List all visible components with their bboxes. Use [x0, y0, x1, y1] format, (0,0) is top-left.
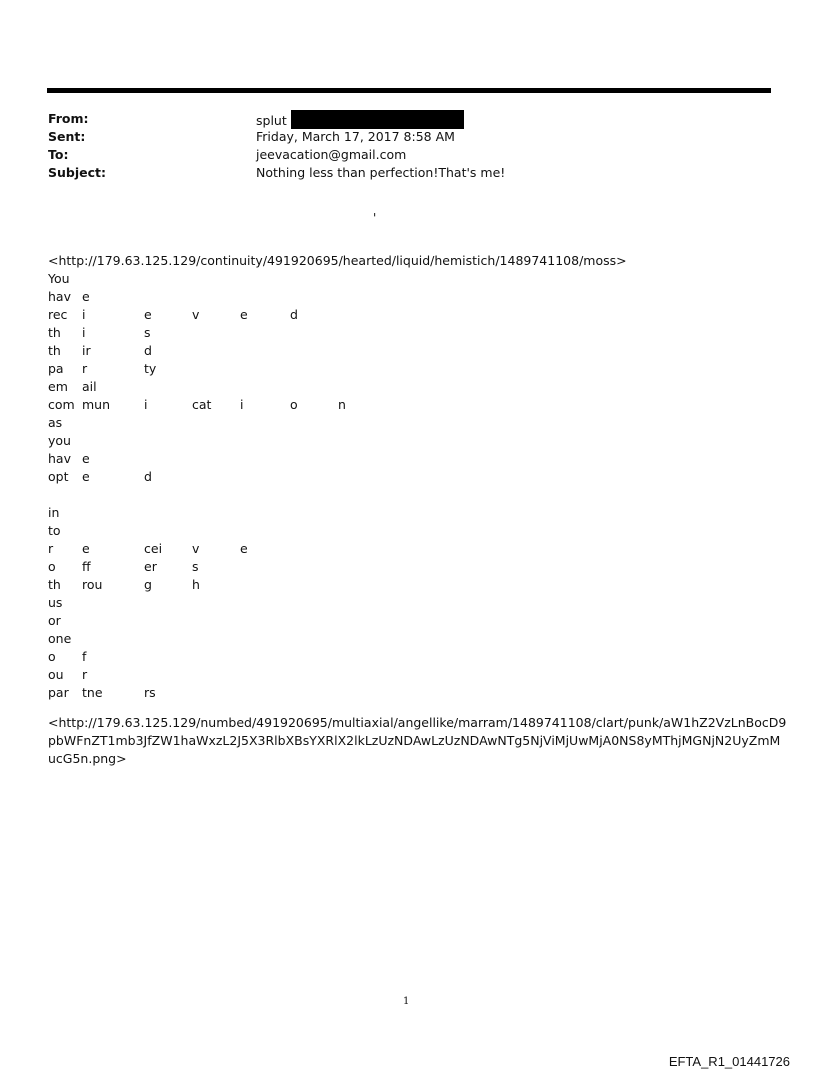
fragment-cell: tne	[82, 685, 103, 700]
fragment-cell: th	[48, 343, 61, 358]
fragment-cell: or	[48, 613, 61, 628]
fragment-cell: mun	[82, 397, 111, 412]
fragment-cell: d	[290, 307, 298, 322]
sent-row	[48, 128, 505, 146]
fragment-cell: d	[144, 343, 152, 358]
page-number: 1	[403, 996, 410, 1007]
fragment-cell: s	[192, 559, 199, 574]
bates-number: EFTA_R1_01441726	[668, 1054, 790, 1069]
fragment-cell: cei	[144, 541, 163, 556]
subject-value: Nothing less than perfection!That's me!	[256, 165, 506, 180]
fragment-cell: th	[48, 325, 61, 340]
fragment-cell: e	[82, 289, 90, 304]
fragment-cell: r	[82, 361, 88, 376]
from-value	[256, 110, 464, 128]
fragment-cell: as	[48, 415, 63, 430]
fragment-cell: ir	[82, 343, 91, 358]
fragment-cell: opt	[48, 469, 69, 484]
fragment-cell: r	[82, 667, 88, 682]
fragment-cell: one	[48, 631, 72, 646]
fragment-cell: o	[48, 559, 56, 574]
fragment-cell: rec	[48, 307, 68, 322]
fragment-cell: er	[144, 559, 157, 574]
fragment-cell: s	[144, 325, 151, 340]
to-value: jeevacation@gmail.com	[256, 147, 407, 162]
image-link-url	[48, 714, 787, 768]
fragment-cell: in	[48, 505, 60, 520]
fragment-cell: o	[48, 649, 56, 664]
fragment-cell: you	[48, 433, 71, 448]
fragment-cell: ail	[82, 379, 97, 394]
fragment-cell: par	[48, 685, 69, 700]
fragment-cell: com	[48, 397, 75, 412]
fragment-cell: d	[144, 469, 152, 484]
fragment-cell: i	[240, 397, 244, 412]
fragment-cell: ff	[82, 559, 91, 574]
fragment-cell: th	[48, 577, 61, 592]
image-url-line: <http://179.63.125.129/numbed/491920695/multiaxial/angellike/marram/1489741108/clart/punk/aW1hZ2VzLnBocD9	[48, 715, 787, 730]
to-label: To:	[48, 147, 69, 162]
fragment-cell: g	[144, 577, 152, 592]
fragment-cell: r	[48, 541, 54, 556]
fragment-cell: em	[48, 379, 68, 394]
fragment-cell: ty	[144, 361, 157, 376]
fragment-cell: e	[82, 541, 90, 556]
image-url-line: ucG5n.png>	[48, 751, 127, 766]
fragment-cell: hav	[48, 289, 71, 304]
fragment-cell: o	[290, 397, 298, 412]
fragment-cell: i	[144, 397, 148, 412]
fragment-cell: i	[82, 325, 86, 340]
image-url-line: pbWFnZT1mb3JfZW1haWxzL2J5X3RlbXBsYXRlX2lkLzUzNDAwLzUzNDAwNTg5NjViMjUwMjA0NS8yMThjMGNjN2UyZmM	[48, 733, 781, 748]
fragment-cell: rou	[82, 577, 103, 592]
fragment-cell: us	[48, 595, 63, 610]
to-row	[48, 146, 505, 164]
fragment-cell: v	[192, 307, 200, 322]
stray-mark: '	[373, 211, 377, 225]
fragment-cell: e	[240, 307, 248, 322]
fragment-cell: e	[82, 469, 90, 484]
body-link-url: <http://179.63.125.129/continuity/491920695/hearted/liquid/hemistich/1489741108/moss>	[48, 253, 627, 268]
fragment-cell: e	[240, 541, 248, 556]
fragment-cell: n	[338, 397, 346, 412]
header-divider	[47, 88, 771, 93]
fragment-cell: hav	[48, 451, 71, 466]
fragment-cell: e	[82, 451, 90, 466]
fragment-cell: h	[192, 577, 200, 592]
fragment-cell: v	[192, 541, 200, 556]
sender-name: splut	[256, 113, 287, 128]
fragment-cell: You	[48, 271, 70, 286]
redaction-block	[291, 110, 464, 129]
fragment-cell: ou	[48, 667, 64, 682]
fragment-cell: cat	[192, 397, 212, 412]
subject-label: Subject:	[48, 165, 106, 180]
from-row	[48, 110, 505, 128]
fragment-cell: e	[144, 307, 152, 322]
email-header	[48, 110, 505, 182]
from-label: From:	[48, 111, 89, 126]
fragment-cell: i	[82, 307, 86, 322]
sent-label: Sent:	[48, 129, 86, 144]
sent-value: Friday, March 17, 2017 8:58 AM	[256, 129, 455, 144]
fragment-cell: to	[48, 523, 61, 538]
fragment-cell: pa	[48, 361, 64, 376]
fragment-cell: f	[82, 649, 87, 664]
fragment-cell: rs	[144, 685, 156, 700]
subject-row	[48, 164, 505, 182]
